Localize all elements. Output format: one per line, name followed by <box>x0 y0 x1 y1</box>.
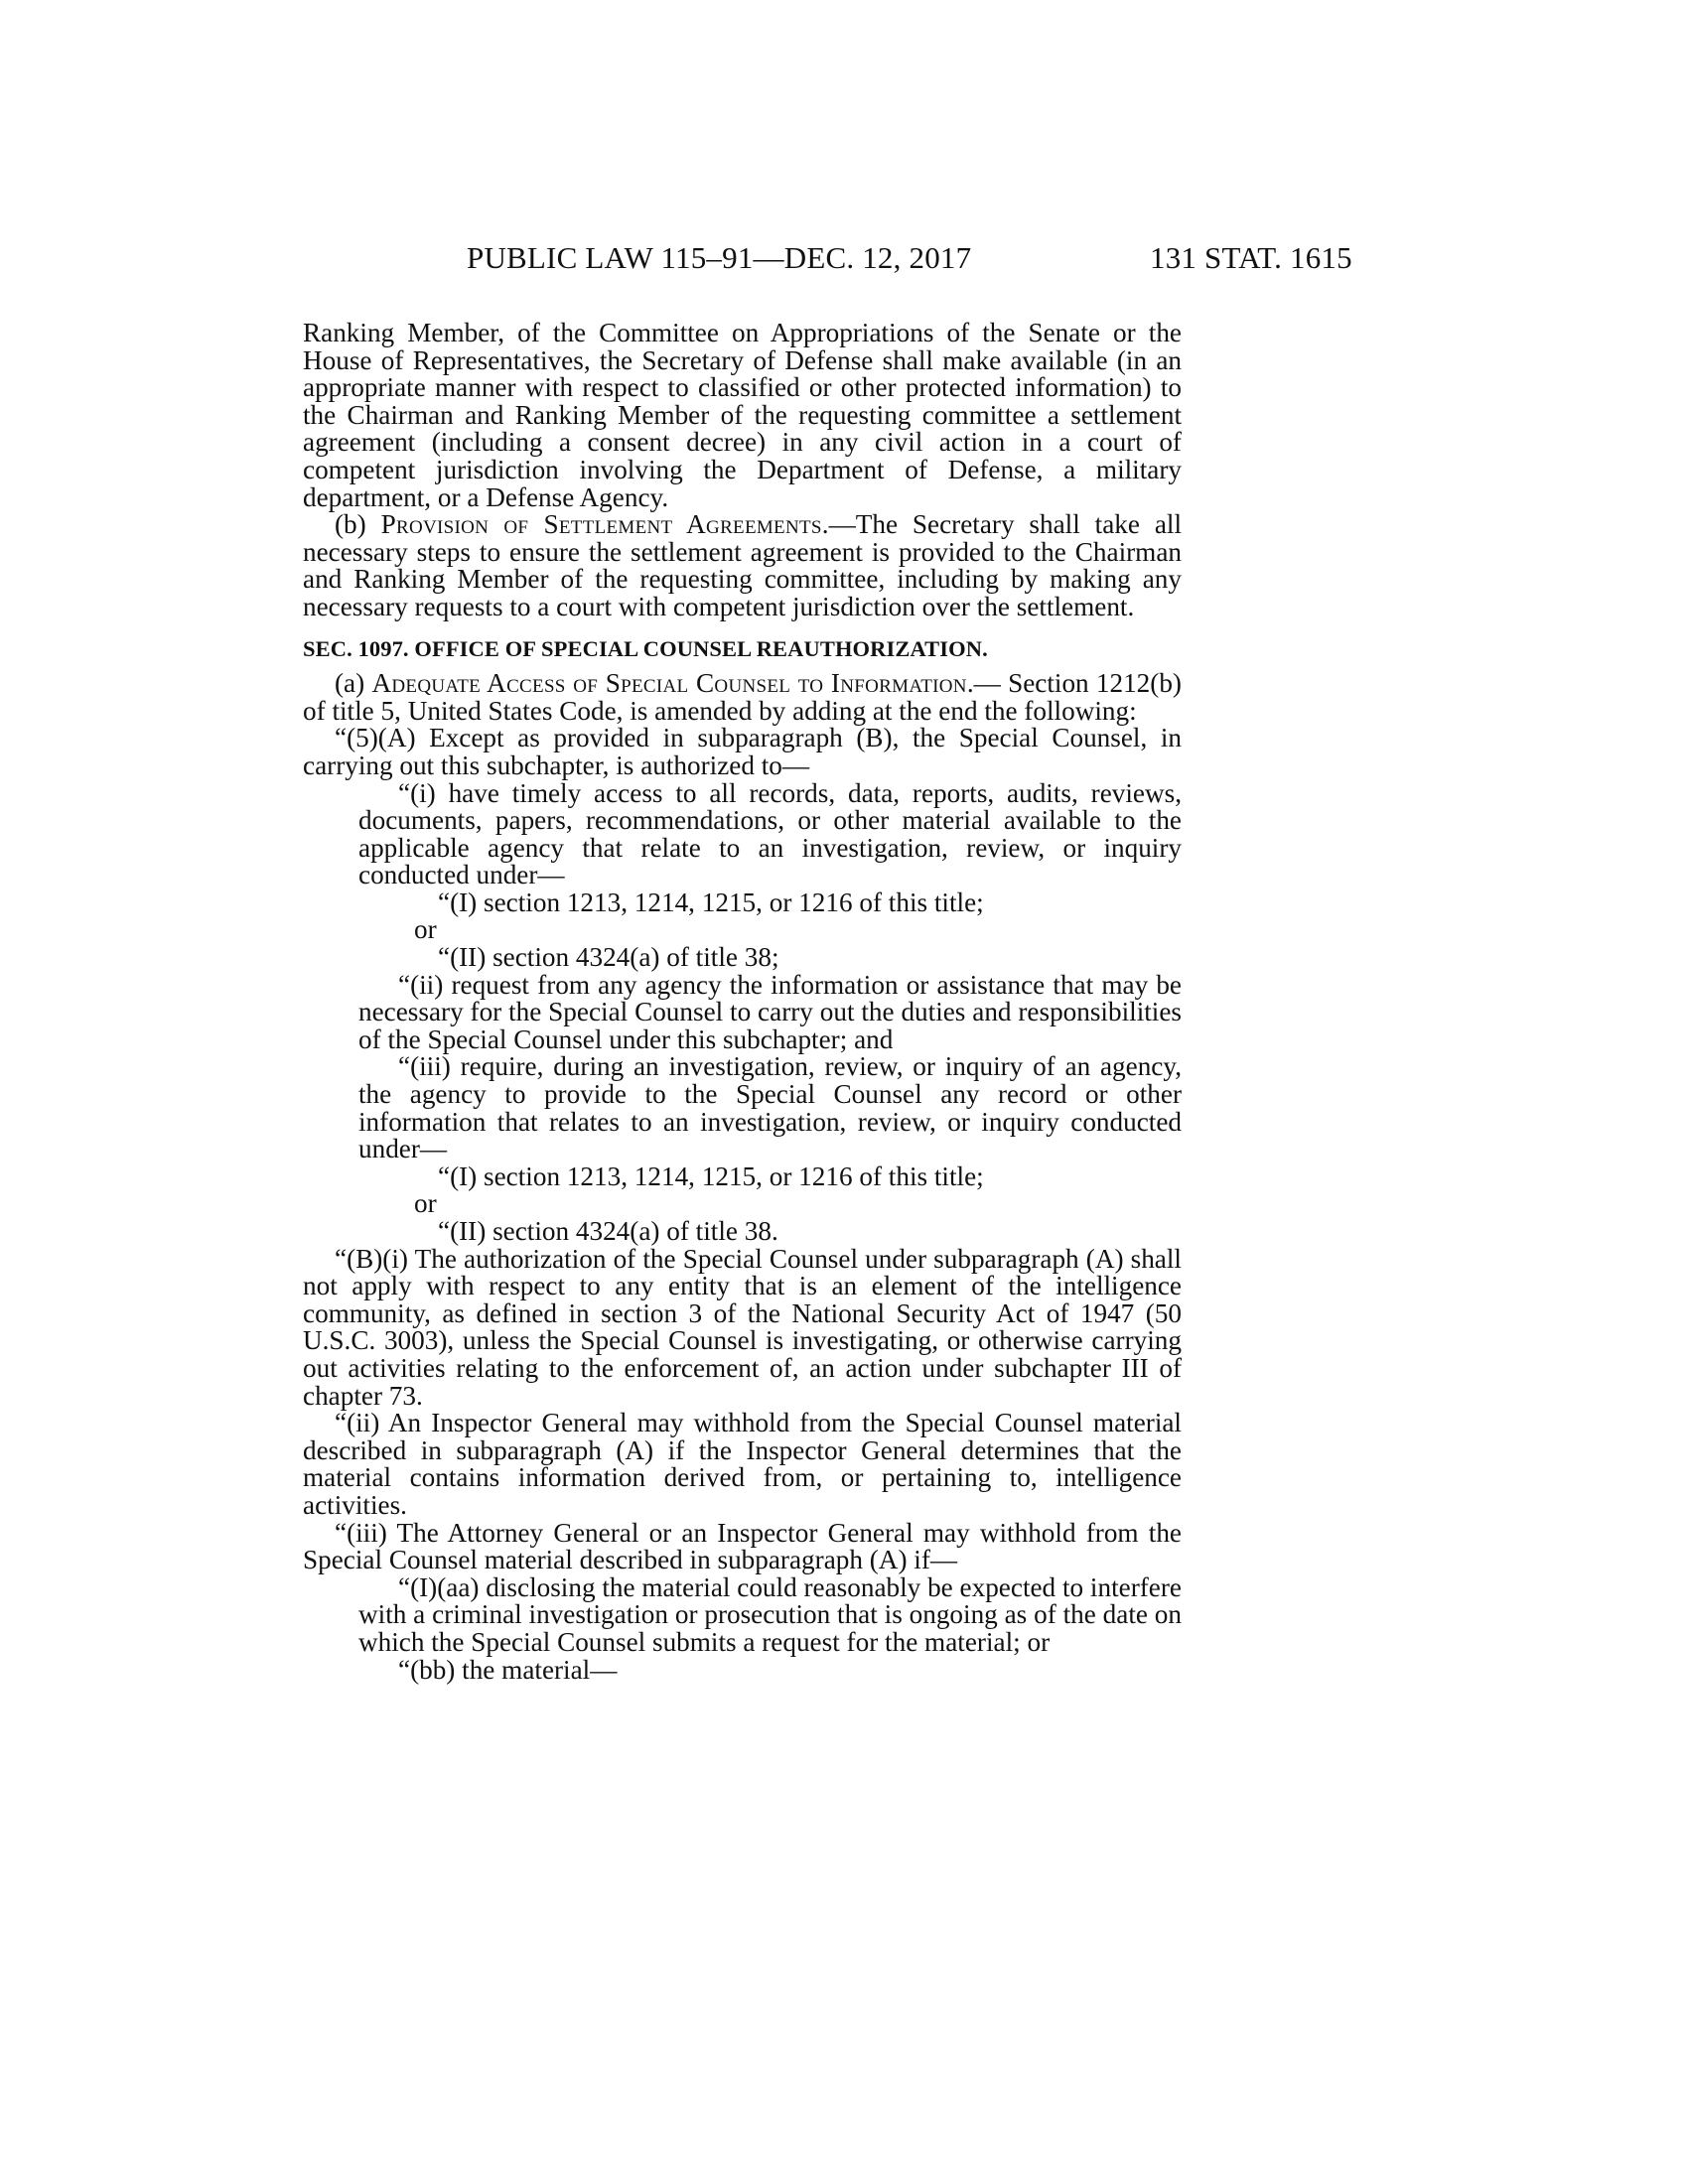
paragraph-b-settlement: (b) Provision of Settlement Agreements.—The Secretary shall take all necessary steps to ensure the settlement agreement is provided to the Chairman and Ranking Member of the requesting committee, including by making any necessary requests to a court with competent jurisdiction over the settlement. <box>303 509 1183 621</box>
running-header <box>0 238 1688 278</box>
clause-ii: “(ii) request from any agency the information or assistance that may be necessary for the Special Counsel to carry out the duties and responsibilities of the Special Counsel under this subchapter; and <box>358 969 1182 1054</box>
subclause-ii: “(II) section 4324(a) of title 38; <box>438 942 779 973</box>
public-law-title: PUBLIC LAW 115–91—DEC. 12, 2017 <box>467 240 972 275</box>
subclause-i: “(I) section 1213, 1214, 1215, or 1216 of this title; <box>438 887 984 917</box>
or-connector: or <box>414 914 437 945</box>
subparagraph-b-i: “(B)(i) The authorization of the Special Counsel under subparagraph (A) shall not apply with respect to any entity that is an element of the intelligence community, as defined in section 3 of the National Security Act of 1947 (50 U.S.C. 3003), unless the Special Counsel is investigating, or otherwise carrying out activities relating to the enforcement of, an action under subchapter III of chapter 73. <box>303 1243 1182 1411</box>
statute-page-number: 131 STAT. 1615 <box>1150 240 1352 275</box>
clause-i: “(i) have timely access to all records, data, reports, audits, reviews, documents, papers, recommendations, or other material available to the applicable agency that relate to an investigation, review, or inquiry conducted under— <box>358 777 1182 890</box>
or-connector: or <box>414 1188 437 1219</box>
subclause-i: “(I) section 1213, 1214, 1215, or 1216 of this title; <box>438 1160 984 1191</box>
clause-iii: “(iii) require, during an investigation, review, or inquiry of an agency, the agency to provide to the Special Counsel any record or other information that relates to an investigation, review, or inquiry conducted under— <box>358 1051 1182 1164</box>
section-heading: SEC. 1097. OFFICE OF SPECIAL COUNSEL REAUTHORIZATION. <box>303 635 988 661</box>
paragraph-caption: Provision of Settlement Agreements <box>380 509 822 540</box>
statute-text <box>303 320 1182 1684</box>
clause-ii-withhold: “(ii) An Inspector General may withhold from the Special Counsel material described in subparagraph (A) if the Inspector General determines that the material contains information derived from, or pertaining to, intelligence activities. <box>303 1408 1182 1520</box>
subclause-i-aa: “(I)(aa) disclosing the material could reasonably be expected to interfere with a criminal investigation or prosecution that is ongoing as of the date on which the Special Counsel submits a request for the material; or <box>358 1571 1182 1657</box>
paragraph-caption: Adequate Access of Special Counsel to Information <box>371 668 967 699</box>
subparagraph-5a: “(5)(A) Except as provided in subparagraph (B), the Special Counsel, in carrying out this subchapter, is authorized to— <box>303 723 1182 780</box>
paragraph-continuation: Ranking Member, of the Committee on Appropriations of the Senate or the House of Representatives, the Secretary of Defense shall make available (in an appropriate manner with respect to classified or other protected information) to the Chairman and Ranking Member of the requesting committee a settlement agreement (including a consent decree) in any civil action in a court of competent jurisdiction involving the Department of Defense, a military department, or a Defense Agency. <box>303 318 1182 512</box>
clause-iii-withhold: “(iii) The Attorney General or an Inspector General may withhold from the Special Counsel material described in subparagraph (A) if— <box>303 1517 1182 1575</box>
item-bb: “(bb) the material— <box>398 1654 618 1685</box>
subclause-ii: “(II) section 4324(a) of title 38. <box>438 1216 778 1246</box>
paragraph-a-access: (a) Adequate Access of Special Counsel to Information.— Section 1212(b) of title 5, United States Code, is amended by adding at the end the following: <box>303 668 1182 726</box>
